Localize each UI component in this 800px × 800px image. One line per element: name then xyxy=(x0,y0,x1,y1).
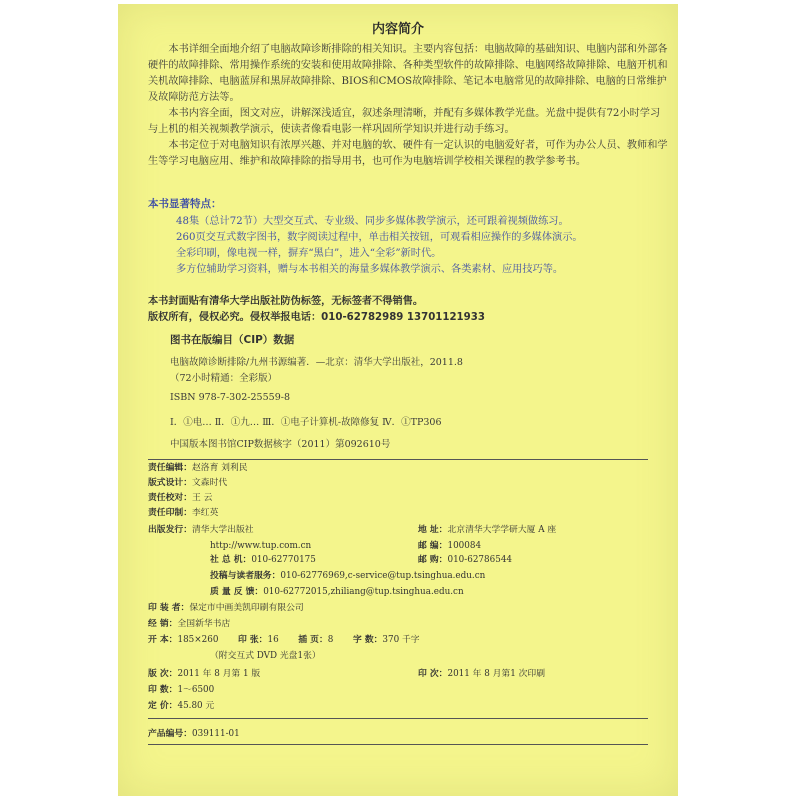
cip-line: 电脑故障诊断排除/九州书源编著．—北京：清华大学出版社，2011.8 xyxy=(170,357,463,368)
feature-item: 全彩印刷，像电视一样，摒弃“黑白”，进入“全彩”新时代。 xyxy=(176,248,442,259)
reader-service: 投稿与读者服务：010-62776969,c-service@tup.tsinghua.edu.cn xyxy=(210,571,486,581)
dvd-note: （附交互式 DVD 光盘1张） xyxy=(210,651,321,661)
postcode: 邮 编：100084 xyxy=(418,541,482,551)
feature-item: 260页交互式数字图书，数字阅读过程中，单击相关按钮，可观看相应操作的多媒体演示。 xyxy=(176,232,583,243)
publisher-label: 出版发行：清华大学出版社 xyxy=(148,525,254,535)
features-list xyxy=(176,214,666,278)
cip-line: （72小时精通：全彩版） xyxy=(170,373,278,384)
switchboard: 社 总 机：010-62770175 xyxy=(210,555,316,565)
features-heading: 本书显著特点： xyxy=(148,198,222,210)
feature-item: 多方位辅助学习资料，赠与本书相关的海量多媒体教学演示、各类素材、应用技巧等。 xyxy=(176,264,564,275)
divider xyxy=(148,459,648,460)
publisher-address: 地 址：北京清华大学学研大厦 A 座 xyxy=(418,525,557,535)
isbn: ISBN 978-7-302-25559-8 xyxy=(170,392,290,403)
distributor: 经 销：全国新华书店 xyxy=(148,619,231,629)
divider xyxy=(148,744,648,745)
cip-classification: Ⅰ．①电… Ⅱ．①九… Ⅲ．①电子计算机-故障修复 Ⅳ．①TP306 xyxy=(170,417,442,428)
product-code: 产品编号：039111-01 xyxy=(148,729,240,739)
edition: 版 次：2011 年 8 月第 1 版 xyxy=(148,669,261,679)
intro-paragraph-1: 本书详细全面地介绍了电脑故障诊断排除的相关知识。主要内容包括：电脑故障的基础知识、电脑内部和外部各硬件的故障排除、常用操作系统的安装和使用故障排除、各种类型软件的故障排除、电脑网络故障排除、电脑开机和关机故障排除、电脑蓝屏和黑屏故障排除、BIOS和CMOS故障排除、笔记本电脑常见的故障排除、电脑的日常维护及故障防范方法等。 xyxy=(148,44,668,103)
mail-order: 邮 购：010-62786544 xyxy=(418,555,513,565)
book-copyright-page xyxy=(118,4,678,796)
cip-heading: 图书在版编目（CIP）数据 xyxy=(170,334,295,346)
feature-item: 48集（总计72节）大型交互式、专业级、同步多媒体教学演示，还可跟着视频做练习。 xyxy=(176,216,569,227)
cip-record-number: 中国版本图书馆CIP数据核字（2011）第092610号 xyxy=(170,439,391,450)
price: 定 价：45.80 元 xyxy=(148,701,215,711)
quality-feedback: 质 量 反 馈：010-62772015,zhiliang@tup.tsinghua.edu.cn xyxy=(210,587,464,597)
copyright-notice: 版权所有，侵权必究。侵权举报电话：010-62782989 13701121933 xyxy=(148,312,485,323)
staff-block: 责任编辑：赵洛育 刘利民 版式设计：文森时代 责任校对：王 云 责任印制：李红英 xyxy=(148,463,248,518)
divider xyxy=(148,718,648,719)
print-run: 印 数：1～6500 xyxy=(148,685,215,695)
anti-counterfeit-notice: 本书封面贴有清华大学出版社防伪标签，无标签者不得销售。 xyxy=(148,296,424,307)
intro-paragraph-3: 本书定位于对电脑知识有浓厚兴趣、并对电脑的软、硬件有一定认识的电脑爱好者，可作为办公人员、教师和学生等学习电脑应用、维护和故障排除的指导用书，也可作为电脑培训学校相关课程的教学参考书。 xyxy=(148,140,668,167)
publisher-url: http://www.tup.com.cn xyxy=(210,541,312,551)
format-specs: 开 本：185×260 印 张：16 插 页：8 字 数：370 千字 xyxy=(148,635,420,645)
page-title: 内容简介 xyxy=(371,22,424,37)
printer: 印 装 者：保定市中画美凯印刷有限公司 xyxy=(148,603,304,613)
printing: 印 次：2011 年 8 月第1 次印刷 xyxy=(418,669,546,679)
intro-paragraph-2: 本书内容全面，图文对应，讲解深浅适宜，叙述条理清晰，并配有多媒体教学光盘。光盘中提供有72小时学习与上机的相关视频教学演示，使读者像看电影一样巩固所学知识并进行动手练习。 xyxy=(148,108,661,135)
